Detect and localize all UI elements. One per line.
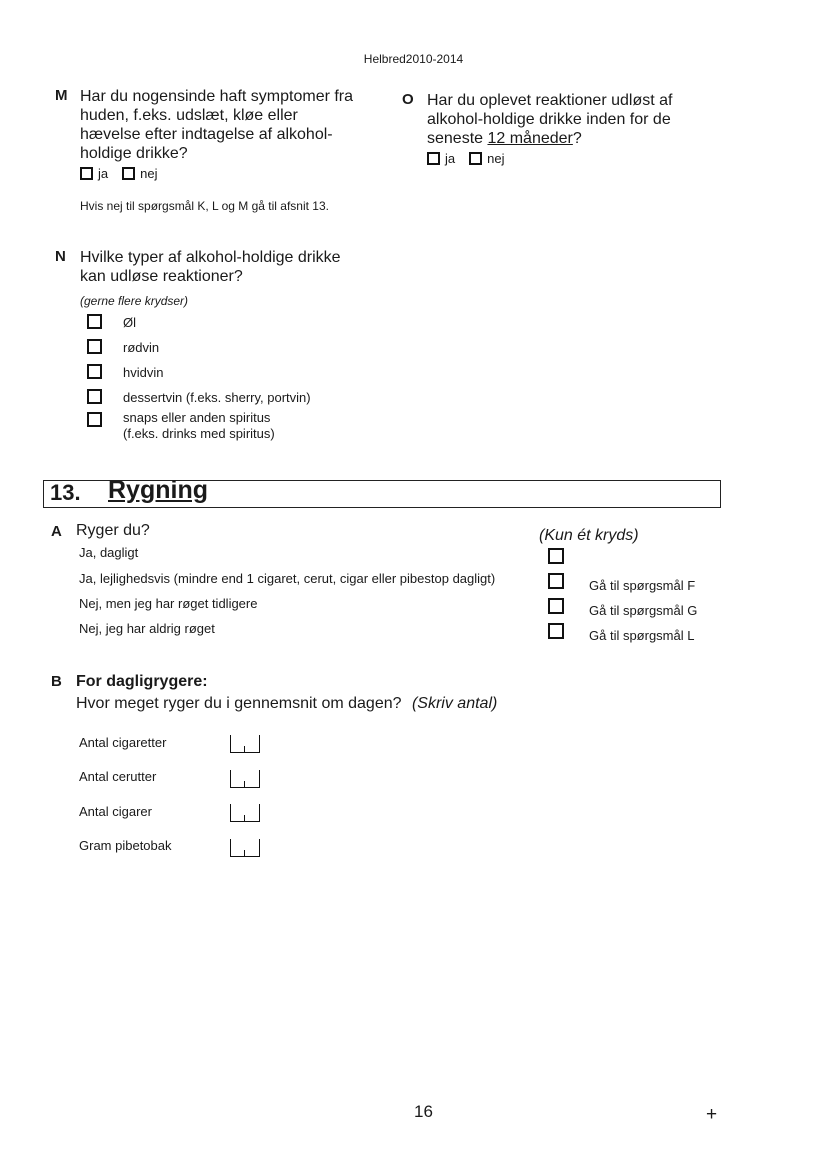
question-b-text bbox=[76, 694, 497, 713]
smoking-option-daily-checkbox[interactable] bbox=[548, 548, 564, 564]
question-m-letter: M bbox=[55, 87, 68, 104]
option-spirits-line2: (f.eks. drinks med spiritus) bbox=[123, 426, 275, 441]
question-o-period: 12 måneder bbox=[487, 130, 573, 147]
question-o-text bbox=[427, 91, 672, 148]
question-o-yes-checkbox[interactable] bbox=[427, 152, 440, 165]
option-white-wine-checkbox[interactable] bbox=[87, 364, 102, 379]
section-number: 13. bbox=[50, 480, 81, 505]
smoking-option-occasional-checkbox[interactable] bbox=[548, 573, 564, 589]
question-o-line: Har du oplevet reaktioner udløst af bbox=[427, 92, 673, 109]
field-cigarettes-input[interactable] bbox=[230, 735, 260, 753]
option-beer-checkbox[interactable] bbox=[87, 314, 102, 329]
field-cigarettes-label: Antal cigaretter bbox=[79, 735, 167, 750]
question-o-line3-prefix: seneste bbox=[427, 130, 488, 147]
question-m-no-label: nej bbox=[140, 166, 158, 181]
question-a-text: Ryger du? bbox=[76, 522, 150, 539]
page-header: Helbred2010-2014 bbox=[363, 52, 464, 66]
question-o-answers bbox=[427, 151, 504, 166]
smoking-option-former-checkbox[interactable] bbox=[548, 598, 564, 614]
option-dessert-wine-checkbox[interactable] bbox=[87, 389, 102, 404]
field-cheroots-input[interactable] bbox=[230, 770, 260, 788]
question-b-letter: B bbox=[51, 673, 62, 690]
option-red-wine-label: rødvin bbox=[123, 340, 160, 355]
field-cheroots-label: Antal cerutter bbox=[79, 769, 157, 784]
smoking-option-never-label: Nej, jeg har aldrig røget bbox=[79, 621, 215, 636]
option-spirits-label bbox=[123, 410, 275, 442]
field-cigars-input[interactable] bbox=[230, 804, 260, 822]
question-n-text bbox=[80, 248, 341, 286]
smoking-option-occasional-goto: Gå til spørgsmål F bbox=[589, 578, 696, 593]
question-o-yes-label: ja bbox=[445, 151, 456, 166]
question-m-yes-label: ja bbox=[98, 166, 109, 181]
question-o-line-3 bbox=[427, 129, 672, 148]
question-o-letter: O bbox=[402, 91, 414, 108]
page-number: 16 bbox=[414, 1102, 433, 1121]
question-o-line3-suffix: ? bbox=[572, 130, 582, 147]
question-m-no-checkbox[interactable] bbox=[122, 167, 135, 180]
option-beer-label: Øl bbox=[123, 315, 136, 330]
question-a-hint: (Kun ét kryds) bbox=[539, 527, 639, 544]
question-m-yes-checkbox[interactable] bbox=[80, 167, 93, 180]
question-m-text bbox=[80, 87, 353, 163]
question-b-hint: (Skriv antal) bbox=[411, 695, 498, 712]
question-a-letter: A bbox=[51, 523, 62, 540]
question-m-line: huden, f.eks. udslæt, kløe eller bbox=[80, 107, 298, 124]
field-cigars-label: Antal cigarer bbox=[79, 804, 152, 819]
question-o-no-checkbox[interactable] bbox=[469, 152, 482, 165]
field-pipe-tobacco-label: Gram pibetobak bbox=[79, 838, 172, 853]
question-o-no-label: nej bbox=[487, 151, 505, 166]
smoking-option-occasional-label: Ja, lejlighedsvis (mindre end 1 cigaret, cerut, cigar eller pibestop dagligt) bbox=[79, 571, 496, 586]
smoking-option-never-checkbox[interactable] bbox=[548, 623, 564, 639]
option-white-wine-label: hvidvin bbox=[123, 365, 164, 380]
question-b-heading: For dagligrygere: bbox=[76, 673, 208, 690]
option-dessert-wine-label: dessertvin (f.eks. sherry, portvin) bbox=[123, 390, 311, 405]
question-m-line: holdige drikke? bbox=[80, 145, 188, 162]
option-spirits-checkbox[interactable] bbox=[87, 412, 102, 427]
question-m-answers bbox=[80, 166, 157, 181]
smoking-option-former-label: Nej, men jeg har røget tidligere bbox=[79, 596, 258, 611]
registration-mark: + bbox=[706, 1104, 718, 1125]
question-o-line: alkohol-holdige drikke inden for de bbox=[427, 111, 671, 128]
question-m-line: Har du nogensinde haft symptomer fra bbox=[80, 88, 354, 105]
option-red-wine-checkbox[interactable] bbox=[87, 339, 102, 354]
option-spirits-line1: snaps eller anden spiritus bbox=[123, 410, 271, 425]
smoking-option-never-goto: Gå til spørgsmål L bbox=[589, 628, 695, 643]
question-b-question: Hvor meget ryger du i gennemsnit om dagen? bbox=[76, 695, 402, 712]
question-n-line: Hvilke typer af alkohol-holdige drikke bbox=[80, 249, 341, 266]
question-n-line: kan udløse reaktioner? bbox=[80, 268, 243, 285]
question-m-instruction: Hvis nej til spørgsmål K, L og M gå til afsnit 13. bbox=[80, 199, 329, 213]
section-title: Rygning bbox=[108, 476, 208, 504]
smoking-option-former-goto: Gå til spørgsmål G bbox=[589, 603, 698, 618]
question-n-hint: (gerne flere krydser) bbox=[80, 294, 189, 308]
question-n-letter: N bbox=[55, 248, 66, 265]
question-m-line: hævelse efter indtagelse af alkohol- bbox=[80, 126, 333, 143]
field-pipe-tobacco-input[interactable] bbox=[230, 839, 260, 857]
smoking-option-daily-label: Ja, dagligt bbox=[79, 545, 139, 560]
